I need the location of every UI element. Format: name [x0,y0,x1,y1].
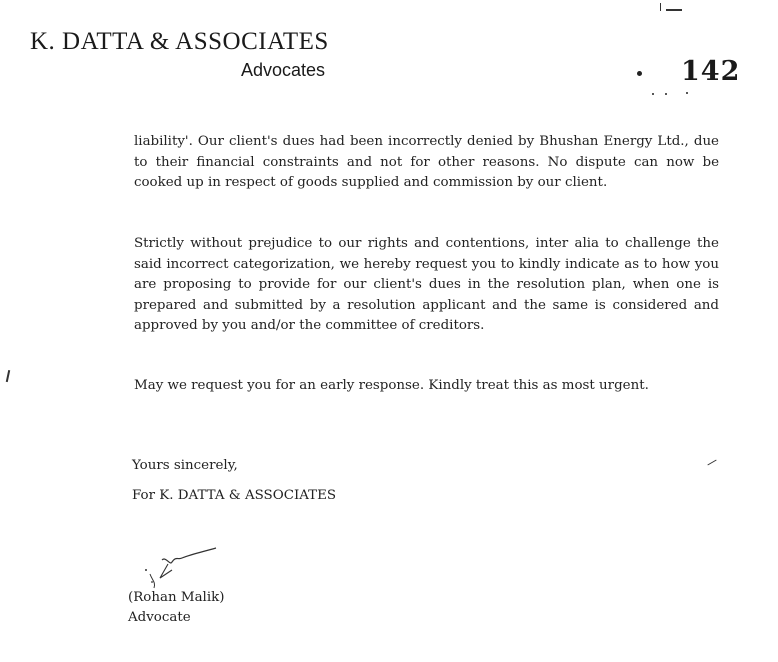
handwritten-signature [132,540,232,596]
signatory-title: Advocate [128,610,191,625]
body-paragraph-3: May we request you for an early response. Kindly treat this as most urgent. [134,378,649,393]
scan-speck [652,93,654,95]
scan-mark [666,9,682,11]
scan-mark [707,460,716,466]
closing-salutation: Yours sincerely, [132,458,238,473]
scan-speck [665,93,667,95]
margin-mark [6,370,10,382]
closing-firm: For K. DATTA & ASSOCIATES [132,488,337,503]
scan-speck [637,71,642,76]
body-paragraph-2: Strictly without prejudice to our rights and contentions, inter alia to challenge the said incorrect categorization, we hereby request you to kindly indicate as to how you are proposing to provide for our client's dues in the resolution plan, when one is prepared and submitted by a resolution applicant and the same is considered and approved by you and/or the committee of creditors. [134,236,719,333]
firm-subtitle: Advocates [241,60,326,80]
signatory-name: (Rohan Malik) [128,590,225,605]
page-number: 142 [681,56,741,87]
scan-mark [660,3,661,11]
scan-speck [686,92,688,94]
body-paragraph-1: liability'. Our client's dues had been incorrectly denied by Bhushan Energy Ltd., due to their financial constraints and not for other reasons. No dispute can now be cooked up in respect of goods supplied and commission by our client. [134,134,719,190]
firm-name: K. DATTA & ASSOCIATES [30,28,329,55]
